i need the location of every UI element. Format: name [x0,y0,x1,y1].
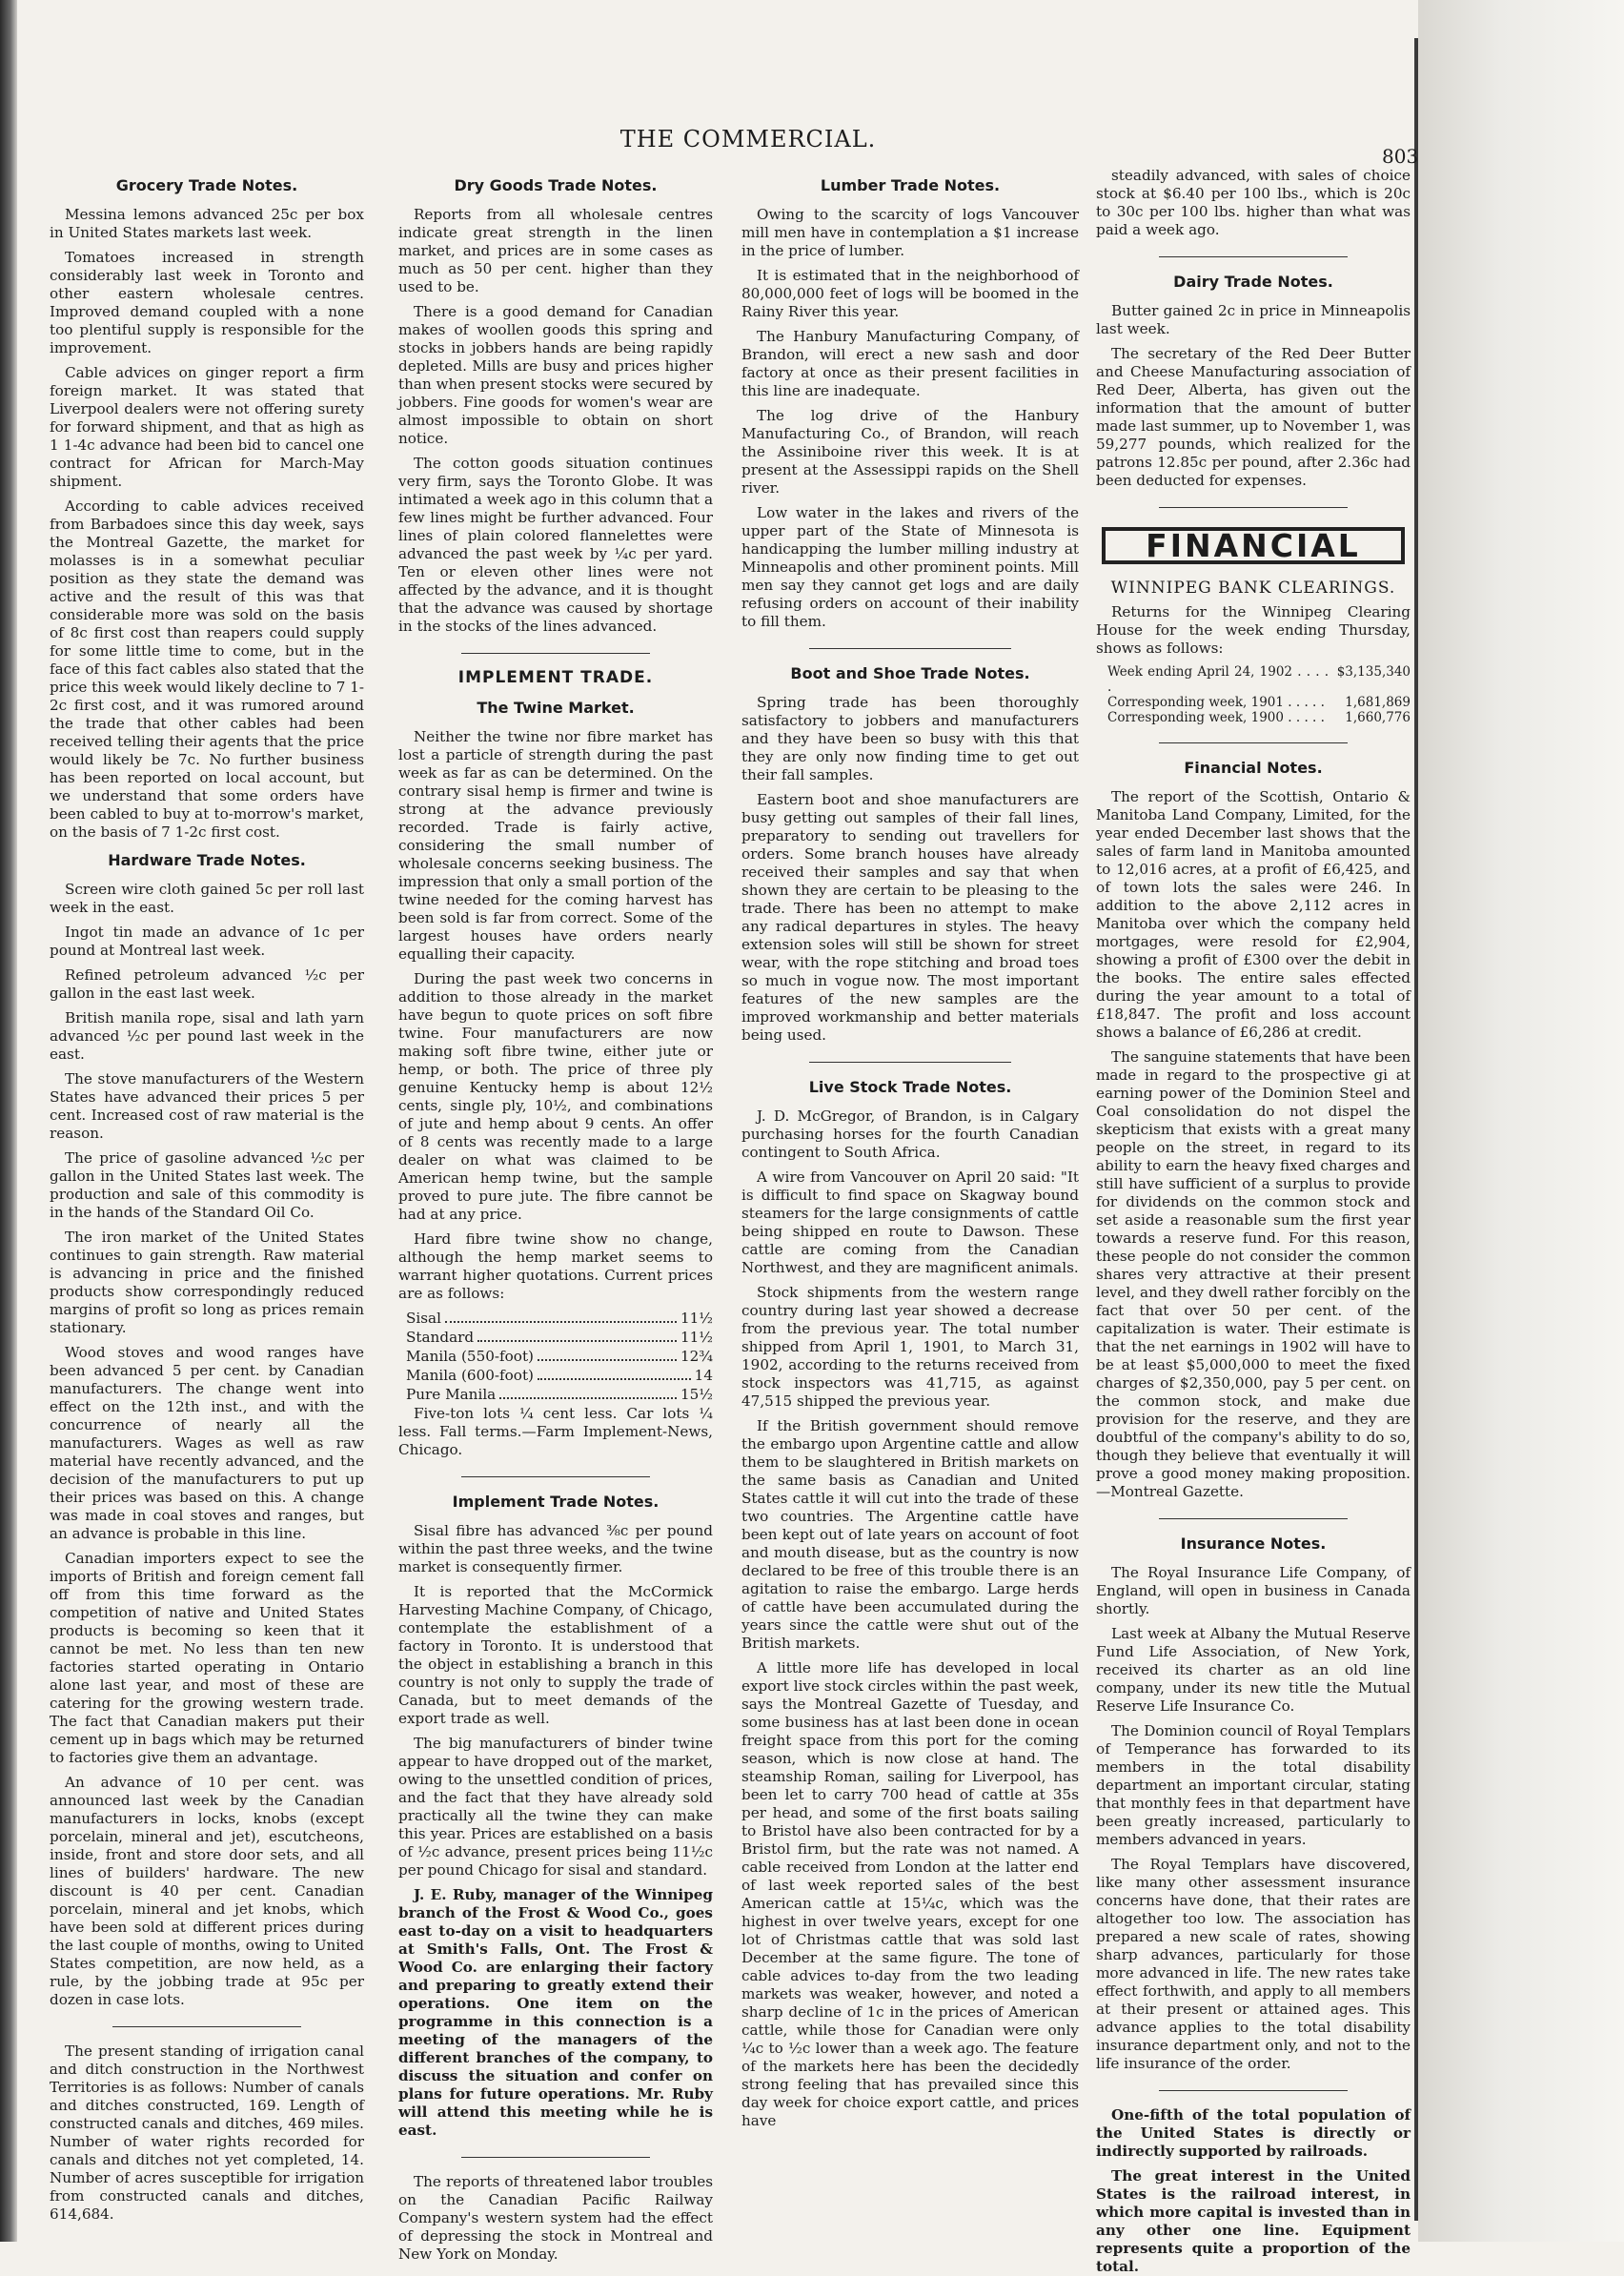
implement-notes-para: Sisal fibre has advanced ⅜c per pound within the past three weeks, and the twine market is consequently firmer. [398,1522,713,1575]
live-stock-para: J. D. McGregor, of Brandon, is in Calgary purchasing horses for the fourth Canadian contingent to South Africa. [741,1108,1079,1161]
price-name: Standard [406,1329,475,1346]
section-divider [112,2026,301,2027]
left-page-edge [0,0,17,2242]
insurance-para: The Royal Insurance Life Company, of England, will open in business in Canada shortly. [1096,1564,1411,1617]
price-name: Pure Manila [406,1386,497,1403]
hardware-para: Canadian importers expect to see the imports of British and foreign cement fall off from this time forward as the competition of native and United States products is becoming so keen that it cannot be met. No less than ten new factories started operating in Ontario alone last year, and most of these are catering for the growing western trade. The fact that Canadian makers put their cement up in bags which may be returned to factories give them an advantage. [50,1550,364,1766]
twine-price-list [398,1310,713,1404]
twine-para: During the past week two concerns in addition to those already in the market have begun to quote prices on soft fibre twine. Four manufacturers are now making soft fibre twine, either jute or hemp, or both. The price of three ply genuine Kentucky hemp is about 12½ cents, single ply, 10½, and combinations of jute and hemp about 9 cents. An offer of 8 cents was recently made to a large dealer on what was claimed to be American hemp twine, but the sample proved to pure jute. The fibre cannot be had at any price. [398,970,713,1223]
lumber-para: The log drive of the Hanbury Manufacturing Co., of Brandon, will reach the Assiniboine river this week. It is at present at the Assessippi rapids on the Shell river. [741,407,1079,497]
live-stock-para: A wire from Vancouver on April 20 said: "It is difficult to find space on Skagway bound steamers for the large consignments of cattle being shipped en route to Dawson. These cattle are coming from the Canadian Northwest, and they are magnificent animals. [741,1168,1079,1276]
dry-goods-para: The cotton goods situation continues very firm, says the Toronto Globe. It was intimated a week ago in this column that a few lines might be further advanced. Four lines of plain colored flannelettes were advanced the past week by ¼c per yard. Ten or eleven other lines were not affected by the advance, and it is thought that the advance was caused by shortage in the stocks of the lines advanced. [398,455,713,635]
leader-dots [538,1367,691,1380]
right-page-margin [1418,0,1624,2242]
boot-shoe-para: Spring trade has been thoroughly satisfactory to jobbers and manufacturers and they have been so busy with this that they are only now finding time to get out their fall samples. [741,694,1079,783]
lumber-para: Owing to the scarcity of logs Vancouver mill men have in contemplation a $1 increase in the price of lumber. [741,206,1079,259]
insurance-title: Insurance Notes. [1180,1534,1327,1553]
live-stock-para: A little more life has developed in local export live stock circles within the past week, says the Montreal Gazette of Tuesday, and some business has at last been done in ocean freight space from this port for the coming season, which is now close at hand. The steamship Roman, sailing for Liverpool, has been let to carry 700 head of cattle at 35s per head, and some of the first boats sailing to Bristol have also been contracted for by a Bristol firm, but the rate was not named. A cable received from London at the latter end of last week reported sales of the best American cattle at 15¼c, which was the highest in over twelve years, except for one lot of Christmas cattle that was sold last December at the same figure. The tone of cable advices to-day from the two leading markets was weaker, however, and noted a sharp decline of 1c in the prices of American cattle, while those for Canadian were only ¼c to ½c lower than a week ago. The feature of the markets here has been the decidedly strong feeling that has prevailed since this day week for choice export cattle, and prices have [741,1659,1079,2129]
continued-para: steadily advanced, with sales of choice stock at $6.40 per 100 lbs., which is 20c to 30c per 100 lbs. higher than what was paid a week ago. [1096,167,1411,238]
price-value: 12¾ [680,1348,713,1365]
clearings-row [1107,695,1411,710]
section-divider [1159,507,1348,508]
hardware-para: The price of gasoline advanced ½c per gallon in the United States last week. The production and sale of this commodity is in the hands of the Standard Oil Co. [50,1149,364,1221]
section-divider [1159,2090,1348,2091]
twine-para: Neither the twine nor fibre market has lost a particle of strength during the past week as far as can be determined. On the contrary sisal hemp is firmer and twine is strong at the advance previously recorded. Trade is fairly active, considering the small number of wholesale concerns seeking business. The impression that only a small portion of the twine needed for the coming harvest has been sold is far from correct. Some of the largest houses have orders nearly equalling their capacity. [398,728,713,963]
insurance-para: The Dominion council of Royal Templars of Temperance has forwarded to its members in the total disability department an important circular, stating that monthly fees in that department have been greatly increased, particularly to members advanced in years. [1096,1722,1411,1848]
twine-para: Hard fibre twine show no change, although the hemp market seems to warrant higher quotations. Current prices are as follows: [398,1230,713,1302]
financial-notes-para: The sanguine statements that have been made in regard to the prospective gi at earning power of the Dominion Steel and Coal consolidation do not dispel the skepticism that exists with a great many people on the street, in regard to its ability to earn the heavy fixed charges and still have sufficient of a surplus to provide for dividends on the common stock and set aside a reasonable sum the first year towards a reserve fund. For this reason, these people do not consider the common shares very attractive at their present level, and they dwell rather forcibly on the fact that over 50 per cent. of the capitalization is water. Their estimate is that the net earnings in 1902 will have to be at least $5,000,000 to meet the fixed charges of $2,350,000, pay 5 per cent. on the common stock, and make due provision for the reserve, and they are doubtful of the company's ability to do so, though they believe that eventually it will prove a good money making proposition.—Montreal Gazette. [1096,1048,1411,1500]
hardware-para: Screen wire cloth gained 5c per roll last week in the east. [50,881,364,916]
implement-notes-para: The big manufacturers of binder twine appear to have dropped out of the market, owing to the unsettled condition of prices, and the fact that they have already sold practically all the twine they can make this year. Prices are established on a basis of ½c advance, present prices being 11½c per pound Chicago for sisal and standard. [398,1735,713,1879]
price-value: 11½ [680,1310,713,1327]
hardware-para: The stove manufacturers of the Western States have advanced their prices 5 per cent. Increased cost of raw material is the reason. [50,1070,364,1142]
labor-troubles-para: The reports of threatened labor troubles on the Canadian Pacific Railway Company's western system had the effect of depressing the stock in Montreal and New York on Monday. [398,2173,713,2263]
price-row [406,1386,713,1404]
right-column-border [1414,38,1418,2221]
live-stock-title: Live Stock Trade Notes. [808,1078,1012,1096]
implement-notes-para: J. E. Ruby, manager of the Winnipeg branch of the Frost & Wood Co., goes east to-day on a visit to headquarters at Smith's Falls, Ont. The Frost & Wood Co. are enlarging their factory and preparing to greatly extend their operations. One item on the programme in this connection is a meeting of the managers of the different branches of the company, to discuss the situation and confer on plans for future operations. Mr. Ruby will attend this meeting while he is east. [398,1886,713,2139]
grocery-title: Grocery Trade Notes. [115,176,298,194]
boot-shoe-title: Boot and Shoe Trade Notes. [790,664,1030,682]
bank-clearings-title: WINNIPEG BANK CLEARINGS. [1110,579,1396,598]
clearings-table [1096,664,1411,725]
irrigation-para: The present standing of irrigation canal and ditch construction in the Northwest Territories is as follows: Number of canals and ditches constructed, 169. Length of constructed canals and ditches, 469 miles. Number of water rights recorded for canals and ditches not yet completed, 14. Number of acres susceptible for irrigation from constructed canals and ditches, 614,684. [50,2042,364,2223]
column-2 [398,167,713,2263]
masthead-title: THE COMMERCIAL. [619,126,877,152]
clearings-label: Week ending April 24, 1902 . . . . . [1107,664,1329,695]
leader-dots [445,1310,677,1323]
price-value: 15½ [680,1386,713,1403]
implement-trade-title: IMPLEMENT TRADE. [457,668,654,687]
clearings-label: Corresponding week, 1900 . . . . . [1107,710,1325,725]
dry-goods-title: Dry Goods Trade Notes. [454,176,658,194]
dry-goods-para: Reports from all wholesale centres indicate great strength in the linen market, and prices are in some cases as much as 50 per cent. higher than they used to be. [398,206,713,295]
leader-dots [499,1386,677,1399]
insurance-para: The Royal Templars have discovered, like many other assessment insurance concerns have done, that their rates are altogether too low. The association has prepared a new scale of rates, showing sharp advances, particularly for those more advanced in life. The new rates take effect forthwith, and apply to all members at their present or attained ages. This advance applies to the total disability insurance department only, and not to the life insurance of the order. [1096,1856,1411,2072]
hardware-para: British manila rope, sisal and lath yarn advanced ½c per pound last week in the east. [50,1009,364,1063]
dairy-para: The secretary of the Red Deer Butter and Cheese Manufacturing association of Red Deer, Alberta, has given out the information that the amount of butter made last summer, up to November 1, was 59,277 pounds, which realized for the patrons 12.85c per pound, after 2.36c had been deducted for expenses. [1096,345,1411,489]
insurance-para: Last week at Albany the Mutual Reserve Fund Life Association, of New York, received its charter as an old line company, under its new title the Mutual Reserve Life Insurance Co. [1096,1625,1411,1715]
bank-clearings-intro: Returns for the Winnipeg Clearing House for the week ending Thursday, shows as follows: [1096,603,1411,657]
section-divider [809,648,1011,649]
price-name: Manila (600-foot) [406,1367,534,1384]
section-divider [461,2157,650,2158]
lumber-para: It is estimated that in the neighborhood of 80,000,000 feet of logs will be boomed in the Rainy River this year. [741,267,1079,320]
column-1 [50,167,364,2223]
dairy-title: Dairy Trade Notes. [1173,273,1333,291]
financial-notes-para: The report of the Scottish, Ontario & Manitoba Land Company, Limited, for the year ended December last shows that the sales of farm land in Manitoba amounted to 12,016 acres, at a profit of £6,425, and of town lots the sales were 246. In addition to the above 2,112 acres in Manitoba over which the company held mortgages, were resold for £2,904, showing a profit of £300 over the debit in the books. The entire sales effected during the year amount to a total of £18,847. The profit and loss account shows a balance of £6,286 at credit. [1096,788,1411,1041]
hardware-para: The iron market of the United States continues to gain strength. Raw material is advancing in price and the finished products show correspondingly reduced margins of profit so long as prices remain stationary. [50,1229,364,1336]
price-row [406,1310,713,1328]
clearings-amount: 1,660,776 [1345,710,1411,725]
hardware-para: Wood stoves and wood ranges have been advanced 5 per cent. by Canadian manufacturers. The change went into effect on the 12th inst., and with the concurrence of nearly all the manufacturers. Wages as well as raw material have recently advanced, and the decision of the manufacturers to put up their prices was based on this. A change was made in coal stoves and ranges, but an advance is probable in this line. [50,1344,364,1542]
clearings-row [1107,710,1411,725]
boot-shoe-para: Eastern boot and shoe manufacturers are busy getting out samples of their fall lines, preparatory to sending out travellers for orders. Some branch houses have already received their samples and say that when shown they are certain to be pleasing to the trade. There has been no attempt to make any radical departures in styles. The heavy extension soles will still be shown for street wear, with the rope stitching and broad toes so much in vogue now. The most important features of the new samples are the improved workmanship and better materials being used. [741,791,1079,1044]
grocery-para: Tomatoes increased in strength considerably last week in Toronto and other eastern wholesale centres. Improved demand coupled with a none too plentiful supply is responsible for the improvement. [50,249,364,356]
price-name: Sisal [406,1310,441,1327]
price-row [406,1367,713,1385]
price-name: Manila (550-foot) [406,1348,534,1365]
price-row [406,1348,713,1366]
grocery-para: Messina lemons advanced 25c per box in United States markets last week. [50,206,364,241]
hardware-para: An advance of 10 per cent. was announced last week by the Canadian manufacturers in locks, knobs (except porcelain, mineral and jet), escutcheons, inside, front and store door sets, and all lines of builders' hardware. The new discount is 40 per cent. Canadian porcelain, mineral and jet knobs, which have been sold at different prices during the last couple of months, owing to United States competition, are now held, as a rule, by the jobbing trade at 95c per dozen in case lots. [50,1774,364,2008]
clearings-label: Corresponding week, 1901 . . . . . [1107,695,1325,710]
lumber-para: The Hanbury Manufacturing Company, of Brandon, will erect a new sash and door factory at once as their present facilities in this line are inadequate. [741,328,1079,399]
page-number: 803 [1382,145,1419,168]
hardware-para: Ingot tin made an advance of 1c per pound at Montreal last week. [50,924,364,959]
price-row [406,1329,713,1347]
clearings-amount: 1,681,869 [1345,695,1411,710]
price-value: 14 [694,1367,713,1384]
dry-goods-para: There is a good demand for Canadian makes of woollen goods this spring and stocks in jobbers hands are being rapidly depleted. Mills are busy and prices higher than when present stocks were secured by jobbers. Fine goods for women's wear are almost impossible to obtain on short notice. [398,303,713,447]
live-stock-para: If the British government should remove the embargo upon Argentine cattle and allow them to be slaughtered in British markets on the same basis as Canadian and United States cattle it will cut into the trade of these two countries. The Argentine cattle have been kept out of late years on account of foot and mouth disease, but as the country is now declared to be free of this trouble there is an agitation to raise the embargo. Large herds of cattle have been accumulated during the years since the cattle were shut out of the British markets. [741,1417,1079,1652]
clearings-amount: $3,135,340 [1336,664,1411,680]
financial-banner: FINANCIAL [1102,527,1405,564]
railroads-para: One-fifth of the total population of the United States is directly or indirectly supported by railroads. [1096,2106,1411,2160]
section-divider [809,1062,1011,1063]
lumber-title: Lumber Trade Notes. [820,176,1001,194]
hardware-para: Refined petroleum advanced ½c per gallon in the east last week. [50,966,364,1002]
dairy-para: Butter gained 2c in price in Minneapolis last week. [1096,302,1411,337]
section-divider [1159,1518,1348,1519]
grocery-para: According to cable advices received from Barbadoes since this day week, says the Montreal Gazette, the market for molasses is in a somewhat peculiar position as they state the demand was active and the result of this was that considerable more was sold on the basis of 8c first cost than reapers could supply for some little time to come, but in the face of this fact cables also stated that the price this week would likely decline to 7 1-2c first cost, and it was rumored around the trade that other cables had been received telling their agents that the price would likely be 7c. No further business has been reported on local account, but we understand that some orders have been cabled to buy at to-morrow's market, on the basis of 7 1-2c first cost. [50,498,364,841]
section-divider [461,653,650,654]
grocery-para: Cable advices on ginger report a firm foreign market. It was stated that Liverpool dealers were not offering surety for forward shipment, and that as high as 1 1-4c advance had been bid to cancel one contract for African for March-May shipment. [50,364,364,490]
financial-notes-title: Financial Notes. [1184,759,1323,777]
column-3 [741,167,1079,2206]
price-value: 11½ [680,1329,713,1346]
implement-notes-title: Implement Trade Notes. [452,1493,660,1511]
twine-para: Five-ton lots ¼ cent less. Car lots ¼ less. Fall terms.—Farm Implement-News, Chicago. [398,1405,713,1458]
leader-dots [477,1329,677,1342]
railroads-para: The great interest in the United States is the railroad interest, in which more capital is invested than in any other one line. Equipment represents quite a proportion of the total. [1096,2167,1411,2275]
clearings-row [1107,664,1411,695]
twine-market-title: The Twine Market. [477,699,635,717]
column-4 [1096,167,1411,2275]
section-divider [1159,256,1348,257]
live-stock-para: Stock shipments from the western range country during last year showed a decrease from the previous year. The total number shipped from April 1, 1901, to March 31, 1902, according to the returns received from stock inspectors was 41,715, as against 47,515 shipped the previous year. [741,1284,1079,1410]
implement-notes-para: It is reported that the McCormick Harvesting Machine Company, of Chicago, contemplate the establishment of a factory in Toronto. It is understood that the object in establishing a branch in this country is not only to supply the trade of Canada, but to meet demands of the export trade as well. [398,1583,713,1727]
hardware-title: Hardware Trade Notes. [108,851,306,869]
section-divider [1159,742,1348,743]
section-divider [461,1476,650,1477]
leader-dots [538,1348,677,1361]
lumber-para: Low water in the lakes and rivers of the upper part of the State of Minnesota is handicapping the lumber milling industry at Minneapolis and other prominent points. Mill men say they cannot get logs and are daily refusing orders on account of their inability to fill them. [741,504,1079,630]
